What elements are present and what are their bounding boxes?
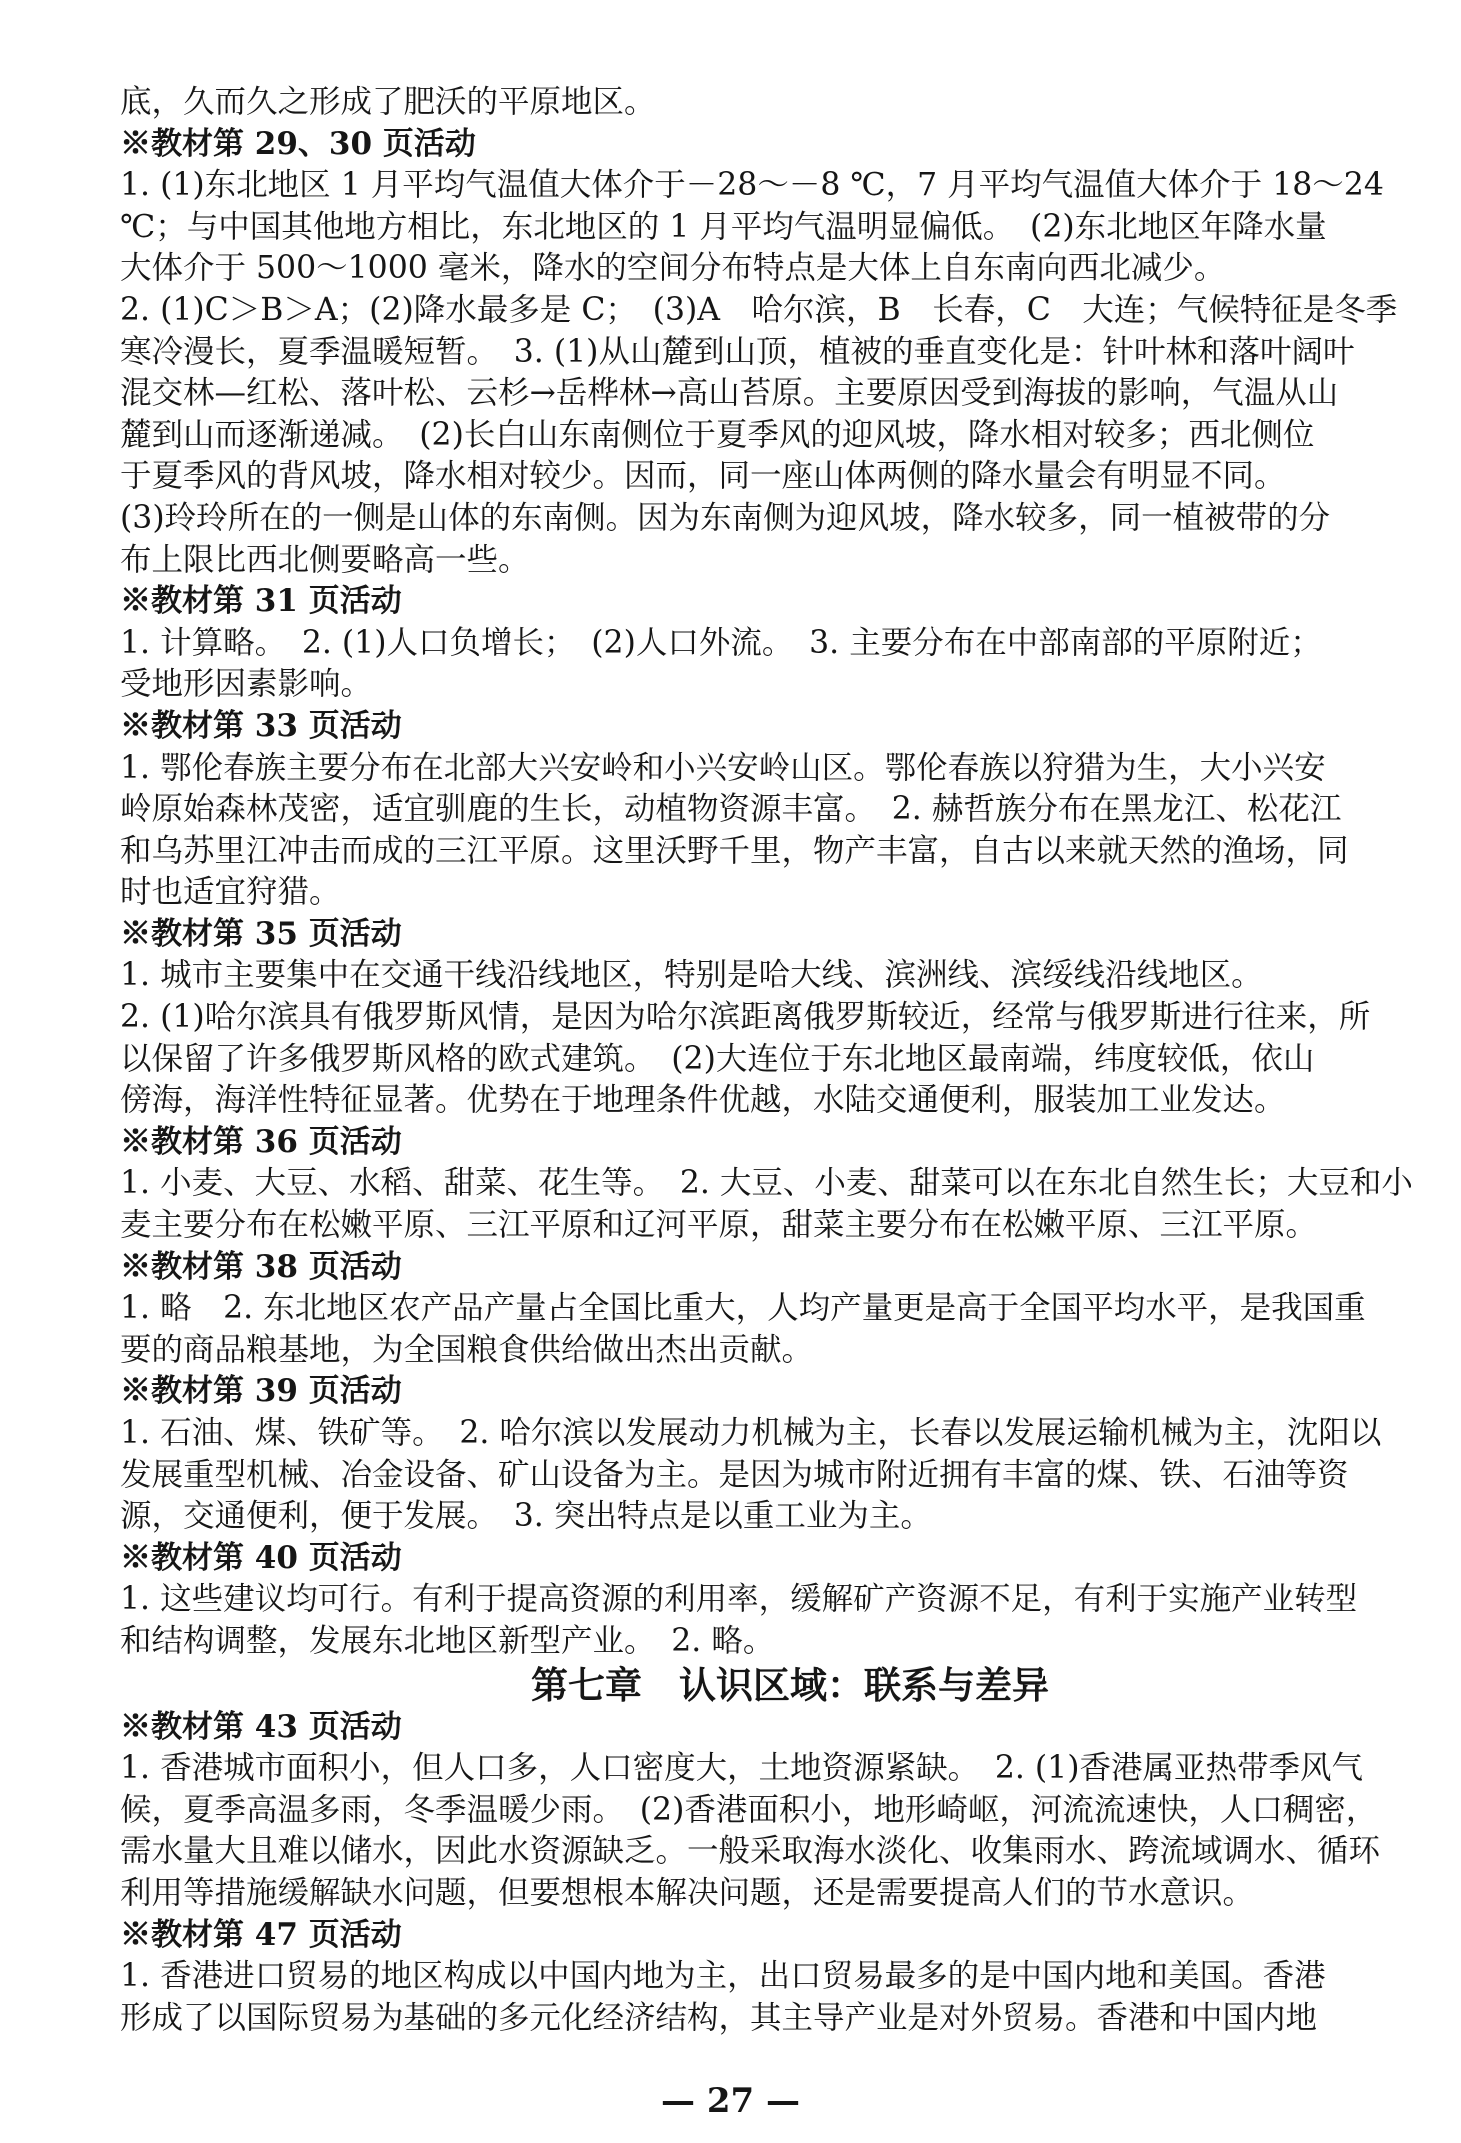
text-line: 2. (1)C＞B＞A；(2)降水最多是 C； (3)A 哈尔滨，B 长春，C 大连；气候特征是冬季 <box>120 291 1398 328</box>
text-line: 布上限比西北侧要略高一些。 <box>120 541 530 578</box>
text-line: 大体介于 500～1000 毫米，降水的空间分布特点是大体上自东南向西北减少。 <box>120 250 1226 287</box>
section-heading: ※教材第 38 页活动 <box>120 1248 402 1285</box>
text-line: 形成了以国际贸易为基础的多元化经济结构，其主导产业是对外贸易。香港和中国内地 <box>120 1999 1318 2036</box>
text-line: 1. (1)东北地区 1 月平均气温值大体介于－28～－8 ℃，7 月平均气温值大体介于 18～24 <box>120 167 1384 204</box>
text-line: 需水量大且难以储水，因此水资源缺乏。一般采取海水淡化、收集雨水、跨流域调水、循环 <box>120 1833 1381 1870</box>
text-line: 傍海，海洋性特征显著。优势在于地理条件优越，水陆交通便利，服装加工业发达。 <box>120 1082 1286 1119</box>
section-heading: ※教材第 31 页活动 <box>120 583 402 620</box>
text-line: 底，久而久之形成了肥沃的平原地区。 <box>120 84 656 120</box>
text-line: 以保留了许多俄罗斯风格的欧式建筑。 (2)大连位于东北地区最南端，纬度较低，依山 <box>120 1040 1315 1077</box>
text-line: 1. 鄂伦春族主要分布在北部大兴安岭和小兴安岭山区。鄂伦春族以狩猎为生，大小兴安 <box>120 749 1326 786</box>
text-line: 受地形因素影响。 <box>120 666 373 703</box>
section-heading: ※教材第 29、30 页活动 <box>120 125 476 162</box>
answer-text-body <box>120 82 1460 2039</box>
text-line: ℃；与中国其他地方相比，东北地区的 1 月平均气温明显偏低。 (2)东北地区年降水量 <box>120 208 1327 245</box>
text-line: 和乌苏里江冲击而成的三江平原。这里沃野千里，物产丰富，自古以来就天然的渔场，同 <box>120 832 1349 869</box>
text-line: 1. 香港进口贸易的地区构成以中国内地为主，出口贸易最多的是中国内地和美国。香港 <box>120 1958 1326 1995</box>
section-heading: ※教材第 39 页活动 <box>120 1373 402 1410</box>
text-line: 候，夏季高温多雨，冬季温暖少雨。 (2)香港面积小，地形崎岖，河流流速快，人口稠密， <box>120 1791 1378 1828</box>
section-heading: ※教材第 40 页活动 <box>120 1539 402 1576</box>
text-line: 源，交通便利，便于发展。 3. 突出特点是以重工业为主。 <box>120 1498 932 1535</box>
text-line: 1. 香港城市面积小，但人口多，人口密度大，土地资源紧缺。 2. (1)香港属亚热带季风气 <box>120 1750 1364 1787</box>
text-line: 和结构调整，发展东北地区新型产业。 2. 略。 <box>120 1622 775 1659</box>
text-line: 1. 计算略。 2. (1)人口负增长； (2)人口外流。 3. 主要分布在中部南部的平原附近； <box>120 624 1322 661</box>
text-line: 1. 石油、煤、铁矿等。 2. 哈尔滨以发展动力机械为主，长春以发展运输机械为主，沈阳以 <box>120 1415 1382 1451</box>
text-line: 1. 这些建议均可行。有利于提高资源的利用率，缓解矿产资源不足，有利于实施产业转型 <box>120 1581 1358 1618</box>
text-line: 麦主要分布在松嫩平原、三江平原和辽河平原，甜菜主要分布在松嫩平原、三江平原。 <box>120 1207 1318 1244</box>
text-line: 要的商品粮基地，为全国粮食供给做出杰出贡献。 <box>120 1331 814 1368</box>
text-line: (3)玲玲所在的一侧是山体的东南侧。因为东南侧为迎风坡，降水较多，同一植被带的分 <box>120 499 1331 536</box>
text-line: 发展重型机械、冶金设备、矿山设备为主。是因为城市附近拥有丰富的煤、铁、石油等资 <box>120 1456 1349 1493</box>
text-line: 混交林—红松、落叶松、云杉→岳桦林→高山苔原。主要原因受到海拔的影响，气温从山 <box>120 375 1339 412</box>
text-line: 麓到山而逐渐递减。 (2)长白山东南侧位于夏季风的迎风坡，降水相对较多；西北侧位 <box>120 416 1315 453</box>
text-line: 岭原始森林茂密，适宜驯鹿的生长，动植物资源丰富。 2. 赫哲族分布在黑龙江、松花江 <box>120 791 1342 828</box>
text-line: 2. (1)哈尔滨具有俄罗斯风情，是因为哈尔滨距离俄罗斯较近，经常与俄罗斯进行往来，所 <box>120 999 1371 1036</box>
page-number: — 27 — <box>661 2081 800 2121</box>
text-line: 于夏季风的背风坡，降水相对较少。因而，同一座山体两侧的降水量会有明显不同。 <box>120 458 1286 495</box>
text-line: 时也适宜狩猎。 <box>120 874 341 911</box>
text-line: 1. 城市主要集中在交通干线沿线地区，特别是哈大线、滨洲线、滨绥线沿线地区。 <box>120 957 1263 994</box>
section-heading: ※教材第 47 页活动 <box>120 1916 402 1953</box>
text-line: 寒冷漫长，夏季温暖短暂。 3. (1)从山麓到山顶，植被的垂直变化是：针叶林和落叶阔叶 <box>120 333 1355 370</box>
section-heading: ※教材第 36 页活动 <box>120 1123 402 1160</box>
chapter-title: 第七章 认识区域：联系与差异 <box>531 1662 1049 1707</box>
text-line: 1. 小麦、大豆、水稻、甜菜、花生等。 2. 大豆、小麦、甜菜可以在东北自然生长；大豆和小 <box>120 1165 1413 1202</box>
section-heading: ※教材第 35 页活动 <box>120 915 402 952</box>
section-heading: ※教材第 43 页活动 <box>120 1708 402 1745</box>
text-line: 1. 略 2. 东北地区农产品产量占全国比重大，人均产量更是高于全国平均水平，是我国重 <box>120 1290 1366 1327</box>
text-line: 利用等措施缓解缺水问题，但要想根本解决问题，还是需要提高人们的节水意识。 <box>120 1874 1255 1911</box>
section-heading: ※教材第 33 页活动 <box>120 707 402 744</box>
